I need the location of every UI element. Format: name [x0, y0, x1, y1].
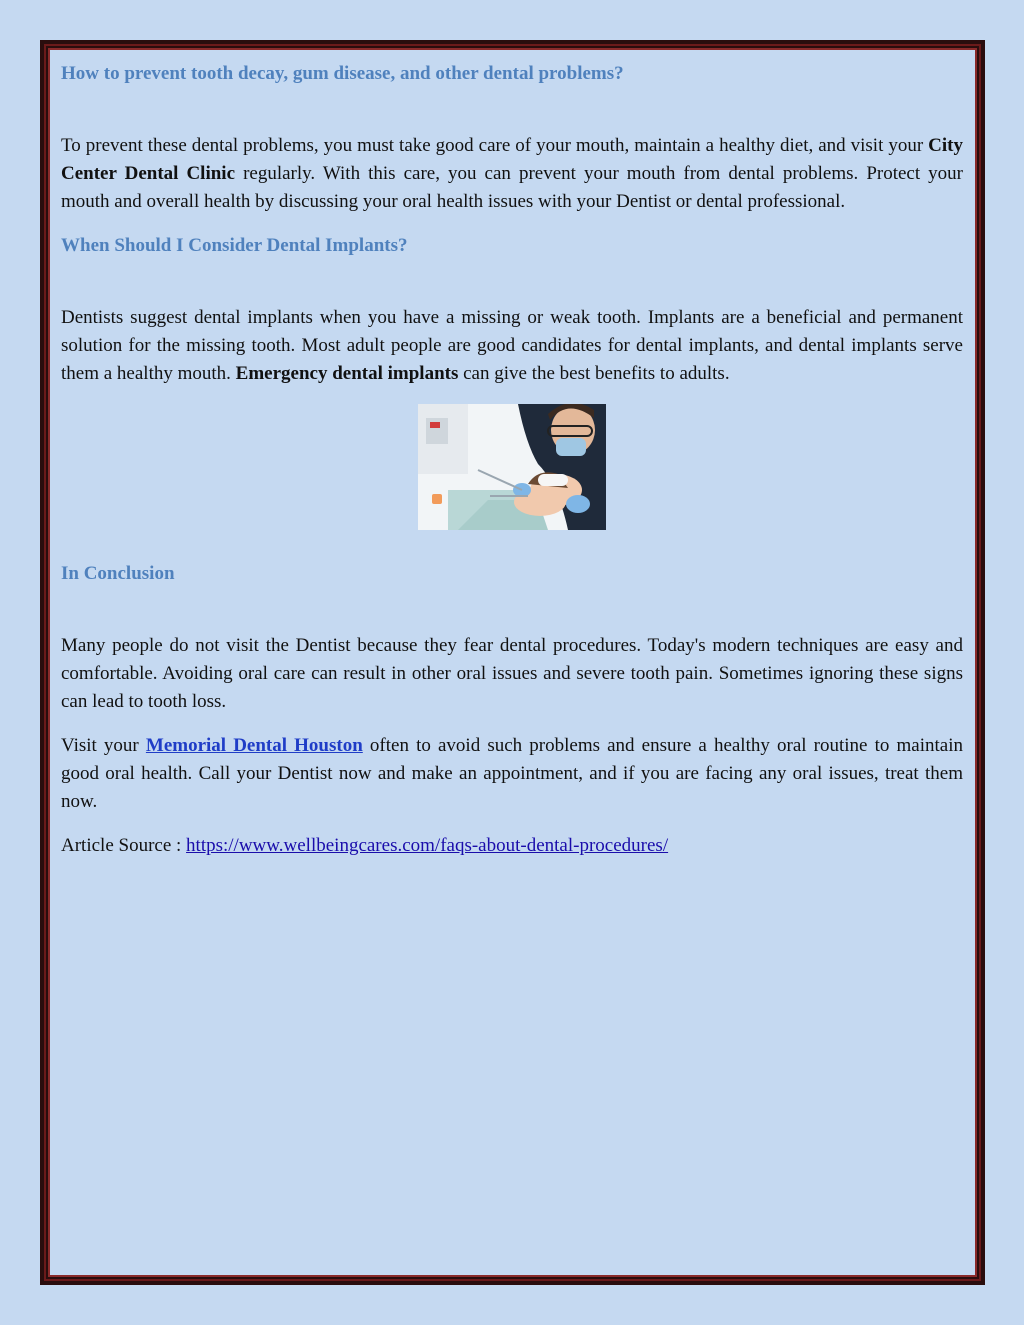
article-source-link[interactable]: https://www.wellbeingcares.com/faqs-about-dental-procedures/ — [186, 835, 669, 856]
paragraph-conclusion: Many people do not visit the Dentist because they fear dental procedures. Today's modern techniques are easy and comfortable. Avoiding oral care can result in other oral issues and severe tooth pain. Sometimes ignoring these signs can lead to tooth loss. — [61, 635, 963, 712]
clinic-name-bold: City Center Dental Clinic — [61, 135, 963, 184]
paragraph-prevention-text-b: regularly. With this care, you can prevent your mouth from dental problems. Protect your mouth and overall health by discussing your oral health issues with your Dentist or dental professional. — [61, 163, 963, 212]
paragraph-implants — [61, 304, 963, 388]
dentist-patient-illustration — [418, 404, 606, 530]
article-content — [61, 60, 963, 876]
paragraph-visit-text-b: often to avoid such problems and ensure a healthy oral routine to maintain good oral health. Call your Dentist now and make an appointment, and if you are facing any oral issues, treat them now. — [61, 735, 963, 812]
article-source-label: Article Source : — [61, 835, 187, 856]
paragraph-prevention — [61, 132, 963, 216]
paragraph-implants-text-a: Dentists suggest dental implants when you have a missing or weak tooth. Implants are a beneficial and permanent solution for the missing tooth. Most adult people are good candidates for dental implants, and dental implants serve them a healthy mouth. — [61, 307, 963, 384]
dentist-photo — [418, 404, 606, 530]
heading-conclusion: In Conclusion — [61, 563, 175, 584]
paragraph-visit-text-a: Visit your — [61, 735, 146, 756]
article-source — [61, 832, 963, 860]
paragraph-implants-text-b: can give the best benefits to adults. — [458, 363, 730, 384]
emergency-implants-bold: Emergency dental implants — [235, 363, 459, 384]
paragraph-prevention-text-a: To prevent these dental problems, you must take good care of your mouth, maintain a healthy diet, and visit your — [61, 135, 929, 156]
heading-prevent-tooth-decay: How to prevent tooth decay, gum disease, and other dental problems? — [61, 63, 624, 84]
paragraph-visit — [61, 732, 963, 816]
memorial-dental-houston-link[interactable]: Memorial Dental Houston — [145, 735, 363, 756]
heading-dental-implants: When Should I Consider Dental Implants? — [61, 235, 408, 256]
